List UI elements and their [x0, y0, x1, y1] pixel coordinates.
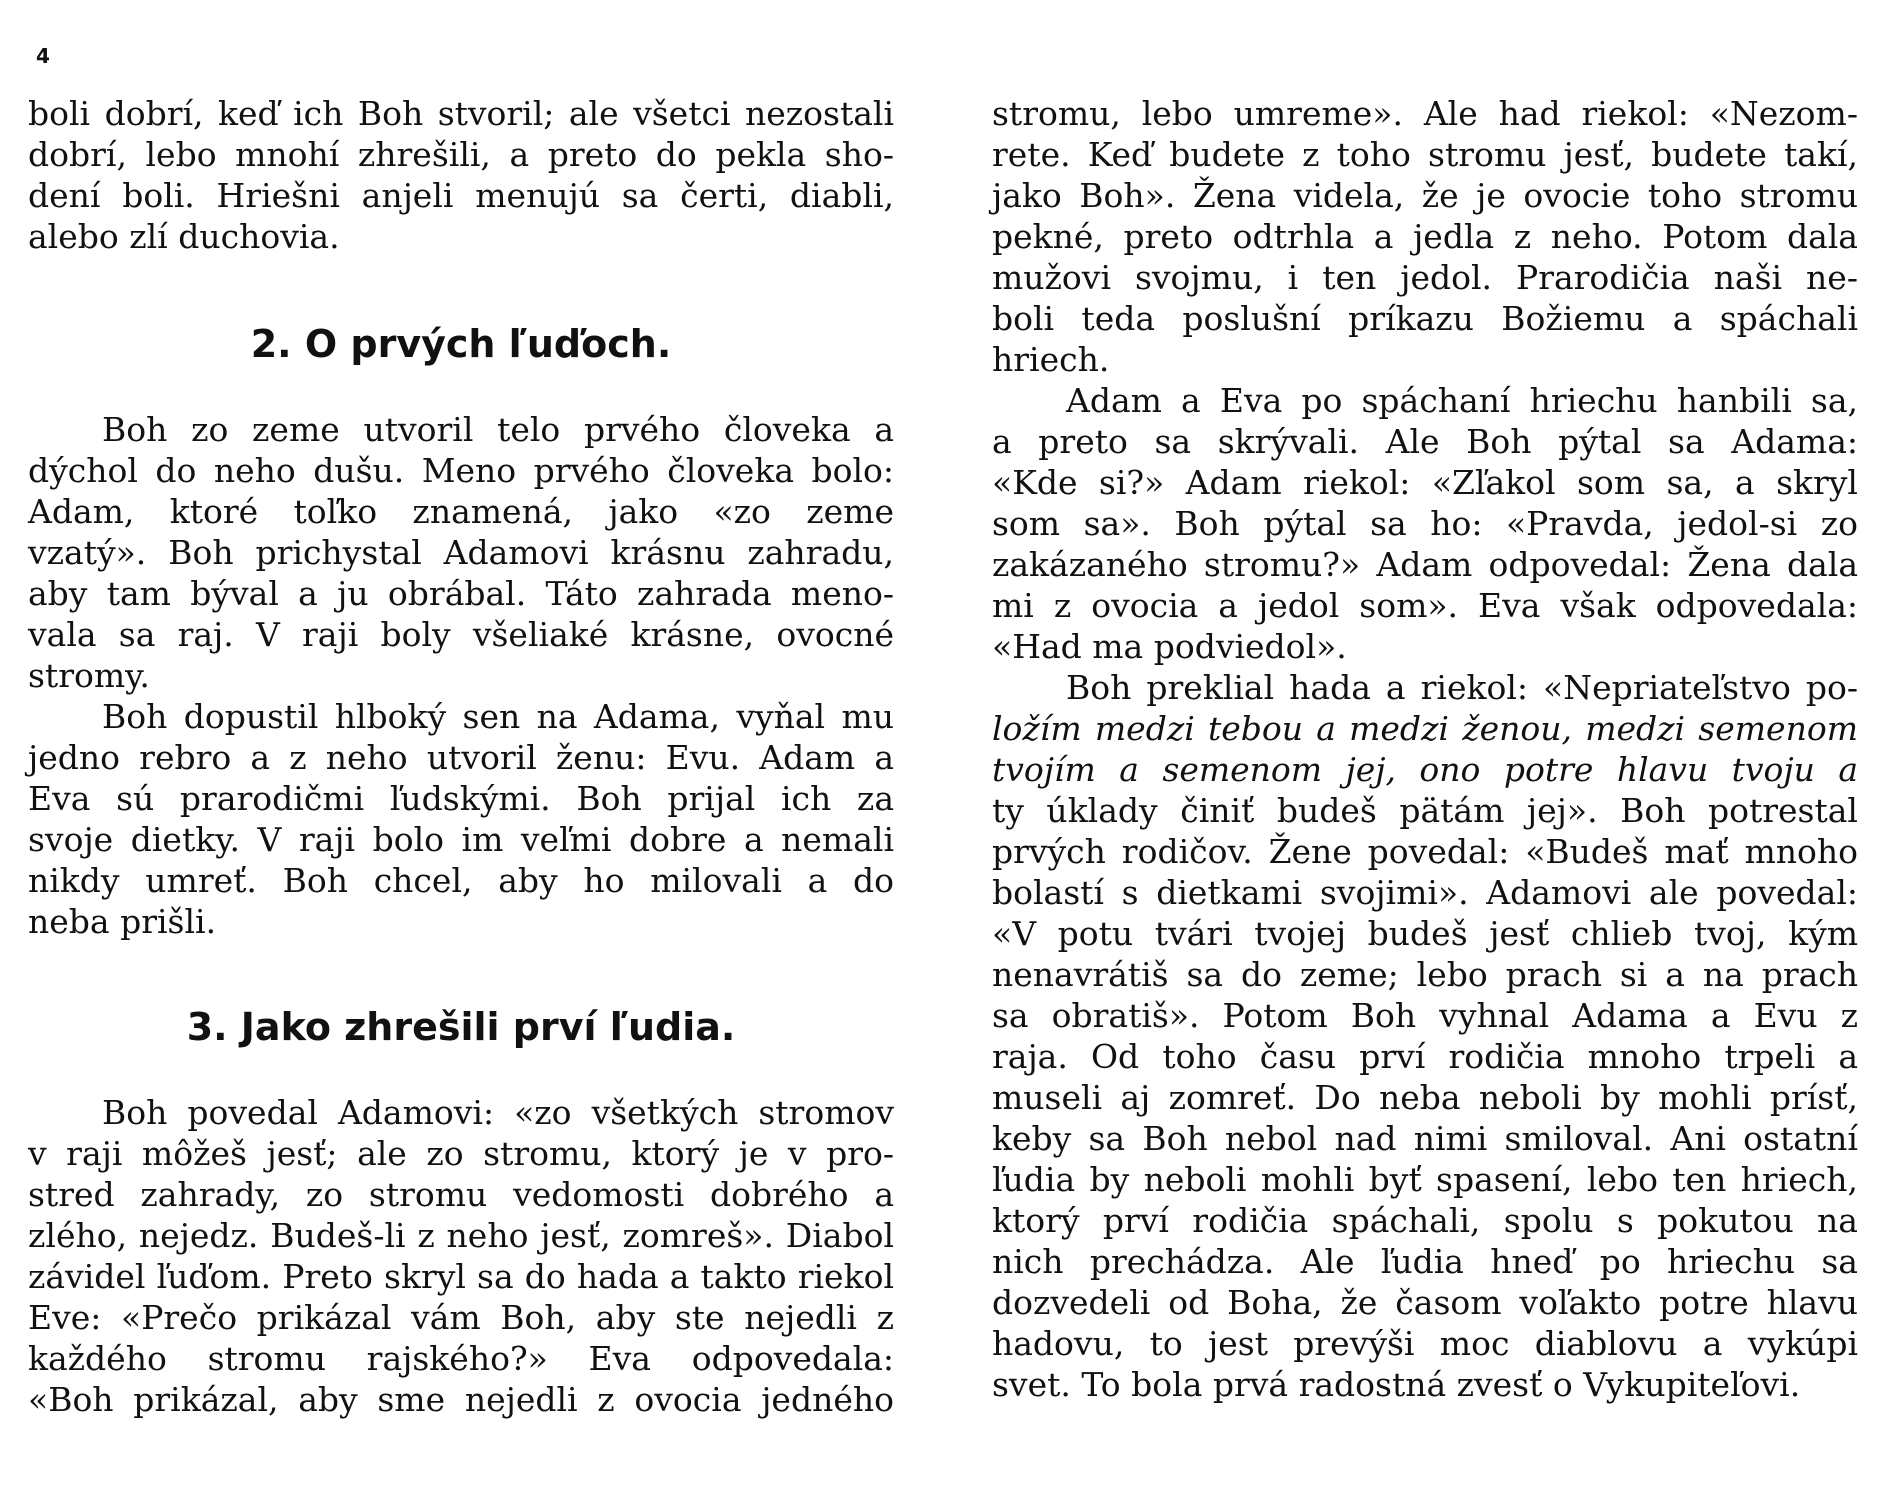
- text-line: svoje dietky. V raji bolo im veľmi dobre a nemali: [28, 820, 894, 859]
- text-line: ktorý prví rodičia spáchali, spolu s pokutou na: [992, 1201, 1858, 1240]
- right-column-text: [992, 93, 1858, 1405]
- text-line: raja. Od toho času prví rodičia mnoho trpeli a: [992, 1037, 1858, 1076]
- text-line: «Kde si?» Adam riekol: «Zľakol som sa, a skryl: [992, 463, 1858, 502]
- text-line: Adam, ktoré toľko znamená, jako «zo zeme: [28, 492, 894, 531]
- text-line: ľudia by neboli mohli byť spasení, lebo ten hriech,: [992, 1160, 1858, 1199]
- text-line: Eva sú prarodičmi ľudskými. Boh prijal ich za: [28, 779, 894, 818]
- text-line: nich prechádza. Ale ľudia hneď po hriechu sa: [992, 1242, 1858, 1281]
- page-number: 4: [36, 44, 50, 68]
- section-heading: 3. Jako zhrešili prví ľudia.: [186, 1005, 736, 1049]
- text-line: jako Boh». Žena videla, že je ovocie toho stromu: [992, 176, 1858, 215]
- text-line: boli teda poslušní príkazu Božiemu a spáchali: [992, 299, 1858, 338]
- text-line: zlého, nejedz. Budeš-li z neho jesť, zomreš». Diabol: [28, 1216, 894, 1255]
- text-line: neba prišli.: [28, 902, 217, 941]
- text-line: tvojím a semenom jej, ono potre hlavu tvoju a: [992, 750, 1858, 789]
- section-3-text: [28, 1092, 894, 1420]
- text-line: keby sa Boh nebol nad nimi smiloval. Ani ostatní: [992, 1119, 1858, 1158]
- text-line: závidel ľuďom. Preto skryl sa do hada a takto riekol: [28, 1257, 894, 1296]
- section-heading: 2. O prvých ľuďoch.: [250, 322, 672, 366]
- text-line: museli aj zomreť. Do neba neboli by mohli prísť,: [992, 1078, 1858, 1117]
- text-line: vzatý». Boh prichystal Adamovi krásnu zahradu,: [28, 533, 894, 572]
- intro-paragraph: [28, 93, 894, 257]
- text-line: sa obratiš». Potom Boh vyhnal Adama a Evu z: [992, 996, 1858, 1035]
- text-line: hadovu, to jest prevýši moc diablovu a vykúpi: [992, 1324, 1858, 1363]
- text-line: Eve: «Prečo prikázal vám Boh, aby ste nejedli z: [28, 1298, 894, 1337]
- text-line: «V potu tvári tvojej budeš jesť chlieb tvoj, kým: [992, 914, 1858, 953]
- text-line: nikdy umreť. Boh chcel, aby ho milovali a do: [28, 861, 894, 900]
- left-column: [28, 93, 894, 1420]
- text-line: bolastí s dietkami svojimi». Adamovi ale povedal:: [992, 873, 1858, 912]
- text-line: svet. To bola prvá radostná zvesť o Vykupiteľovi.: [992, 1365, 1801, 1404]
- text-line: «Had ma podviedol».: [992, 627, 1347, 666]
- text-line: a preto sa skrývali. Ale Boh pýtal sa Adama:: [992, 422, 1858, 461]
- text-line: alebo zlí duchovia.: [28, 217, 340, 256]
- text-line: nenavrátiš sa do zeme; lebo prach si a na prach: [992, 955, 1858, 994]
- text-line: zakázaného stromu?» Adam odpovedal: Žena dala: [992, 545, 1858, 584]
- text-line: dobrí, lebo mnohí zhrešili, a preto do pekla sho-: [28, 135, 894, 174]
- text-line: mi z ovocia a jedol som». Eva však odpovedala:: [992, 586, 1858, 625]
- text-line: každého stromu rajského?» Eva odpovedala:: [28, 1339, 894, 1378]
- text-line: aby tam býval a ju obrábal. Táto zahrada meno-: [28, 574, 894, 613]
- text-line: Boh povedal Adamovi: «zo všetkých stromov: [102, 1093, 894, 1132]
- text-line: dení boli. Hriešni anjeli menujú sa čerti, diabli,: [28, 176, 894, 215]
- text-line: vala sa raj. V raji boly všeliaké krásne, ovocné: [28, 615, 894, 654]
- text-line: stromu, lebo umreme». Ale had riekol: «Nezom-: [992, 94, 1858, 133]
- text-line: prvých rodičov. Žene povedal: «Budeš mať mnoho: [992, 832, 1858, 871]
- text-line: v raji môžeš jesť; ale zo stromu, ktorý je v pro-: [28, 1134, 894, 1173]
- text-line: Boh dopustil hlboký sen na Adama, vyňal mu: [102, 697, 894, 736]
- text-line: rete. Keď budete z toho stromu jesť, budete takí,: [992, 135, 1858, 174]
- text-line: dozvedeli od Boha, že časom voľakto potre hlavu: [992, 1283, 1858, 1322]
- text-line: som sa». Boh pýtal sa ho: «Pravda, jedol-si zo: [992, 504, 1858, 543]
- text-line: mužovi svojmu, i ten jedol. Prarodičia naši ne-: [992, 258, 1858, 297]
- right-column: [992, 93, 1858, 1405]
- text-line: hriech.: [992, 340, 1110, 379]
- text-line: stred zahrady, zo stromu vedomosti dobrého a: [28, 1175, 894, 1214]
- text-line: jedno rebro a z neho utvoril ženu: Evu. Adam a: [28, 738, 894, 777]
- text-line: Adam a Eva po spáchaní hriechu hanbili sa,: [1066, 381, 1858, 420]
- text-line: ty úklady činiť budeš pätám jej». Boh potrestal: [992, 791, 1858, 830]
- text-line: stromy.: [28, 656, 150, 695]
- text-line: dýchol do neho dušu. Meno prvého človeka bolo:: [28, 451, 894, 490]
- text-line: pekné, preto odtrhla a jedla z neho. Potom dala: [992, 217, 1858, 256]
- text-line: Boh preklial hada a riekol: «Nepriateľstvo po-: [1066, 668, 1858, 707]
- text-line: Boh zo zeme utvoril telo prvého človeka a: [102, 410, 894, 449]
- text-line: boli dobrí, keď ich Boh stvoril; ale všetci nezostali: [28, 94, 894, 133]
- section-2-text: [28, 409, 894, 942]
- text-line: «Boh prikázal, aby sme nejedli z ovocia jedného: [28, 1380, 894, 1419]
- text-line: ložím medzi tebou a medzi ženou, medzi semenom: [992, 709, 1858, 748]
